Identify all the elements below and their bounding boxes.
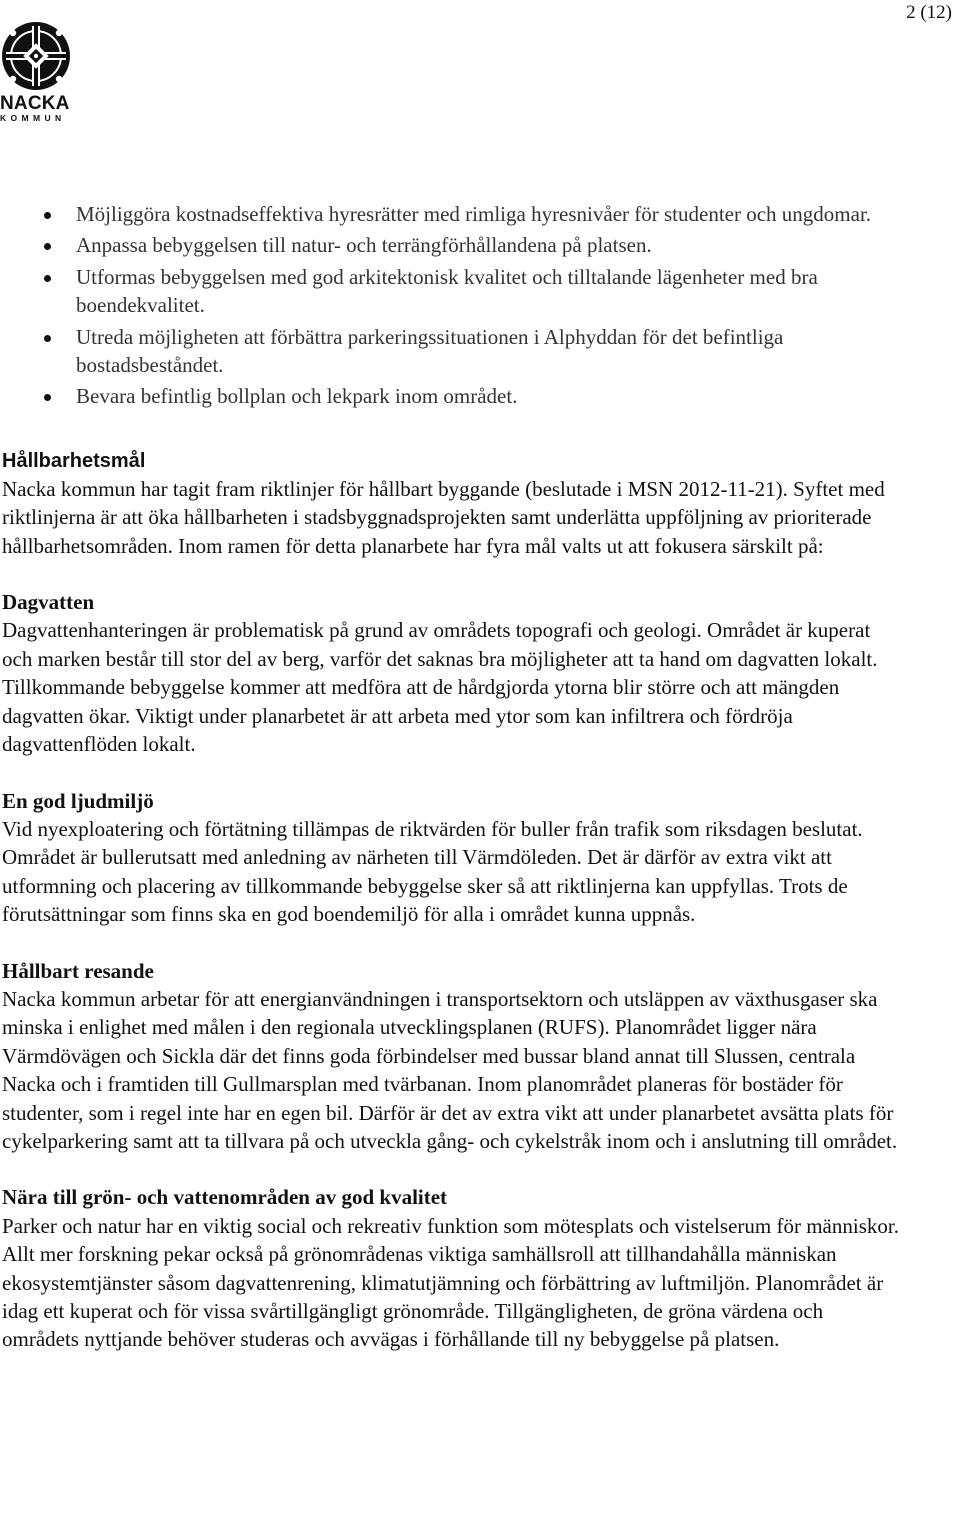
bullet-icon <box>44 212 51 219</box>
list-item-text: Möjliggöra kostnadseffektiva hyresrätter med rimliga hyresnivåer för studenter och ungdomar. <box>76 202 872 226</box>
bullet-icon <box>44 243 51 250</box>
page-number: 2 (12) <box>906 2 952 23</box>
bullet-icon <box>44 335 51 342</box>
section-heading-resande: Hållbart resande <box>2 958 154 983</box>
list-item <box>2 200 904 228</box>
list-item <box>2 382 904 410</box>
section-heading-dagvatten: Dagvatten <box>2 590 95 615</box>
goals-list <box>2 200 904 411</box>
list-item-text: Utreda möjligheten att förbättra parkeringssituationen i Alphyddan för det befintliga bostadsbeståndet. <box>76 324 784 378</box>
logo-subtitle: KOMMUN <box>0 113 66 123</box>
section-heading-gronomraden: Nära till grön- och vattenområden av god kvalitet <box>2 1185 448 1210</box>
section-text-dagvatten: Dagvattenhanteringen är problematisk på grund av områdets topografi och geologi. Området är kuperat och marken består till stor del av berg, varför det saknas bra möjligheter att ta hand om dagvatten lokalt. Tillkommande bebyggelse kommer att medföra att de hårdgjorda ytorna blir större och att mängden dagvatten ökar. Viktigt under planarbetet är att arbeta med ytor som kan infiltrera och fördröja dagvattenflöden lokalt. <box>2 618 878 757</box>
list-item <box>2 323 904 380</box>
list-item-text: Anpassa bebyggelsen till natur- och terrängförhållandena på platsen. <box>76 233 652 258</box>
bullet-icon <box>44 394 51 401</box>
section-text-gronomraden: Parker och natur har en viktig social och rekreativ funktion som mötesplats och vistelserum för människor. Allt mer forskning pekar också på grönområdenas viktiga samhällsroll att tillhandahålla människan ekosystemtjänster såsom dagvattenrening, klimatutjämning och förbättring av luftmiljön. Planområdet är idag ett kuperat och för vissa svårtillgängligt grönområde. Tillgängligheten, de gröna värdena och områdets nyttjande behöver studeras och avvägas i förhållande till ny bebyggelse på platsen. <box>2 1213 899 1352</box>
nacka-emblem-icon <box>0 20 72 92</box>
sustainability-intro: Nacka kommun har tagit fram riktlinjer för hållbart byggande (beslutade i MSN 2012-11-21). Syftet med riktlinjerna är att öka hållbarheten i stadsbyggnadsprojekten samt underlätta uppföljning av prioriterade hållbarhetsområden. Inom ramen för detta planarbete har fyra mål valts ut att fokusera särskilt på: <box>2 476 885 558</box>
list-item <box>2 263 904 320</box>
list-item-text: Utformas bebyggelsen med god arkitektonisk kvalitet och tilltalande lägenheter med bra boendekvalitet. <box>76 264 818 318</box>
nacka-kommun-logo <box>0 20 76 128</box>
logo-name: NACKA <box>0 93 70 114</box>
section-heading-ljudmiljo: En god ljudmiljö <box>2 788 154 813</box>
document-body <box>2 200 904 1382</box>
section-text-resande: Nacka kommun arbetar för att energianvändningen i transportsektorn och utsläppen av växthusgaser ska minska i enlighet med målen i den regionala utvecklingsplanen (RUFS). Planområdet ligger nära Värmdövägen och Sickla där det finns goda förbindelser med bussar bland annat till Slussen, centrala Nacka och i framtiden till Gullmarsplan med tvärbanan. Inom planområdet planeras för bostäder för studenter, som i regel inte har en egen bil. Därför är det av extra vikt att under planarbetet avsätta plats för cykelparkering samt att ta tillvara på och utveckla gång- och cykelstråk inom och i anslutning till området. <box>2 986 898 1153</box>
bullet-icon <box>44 275 51 282</box>
sustainability-heading: Hållbarhetsmål <box>2 449 146 472</box>
list-item <box>2 231 904 259</box>
list-item-text: Bevara befintlig bollplan och lekpark inom området. <box>76 384 518 409</box>
section-text-ljudmiljo: Vid nyexploatering och förtätning tillämpas de riktvärden för buller från trafik som riksdagen beslutat. Området är bullerutsatt med anledning av närheten till Värmdöleden. Det är därför av extra vikt att utformning och placering av tillkommande bebyggelse sker så att riktlinjerna kan uppfyllas. Trots de förutsättningar som finns ska en god boendemiljö för alla i området kunna uppnås. <box>2 816 863 927</box>
